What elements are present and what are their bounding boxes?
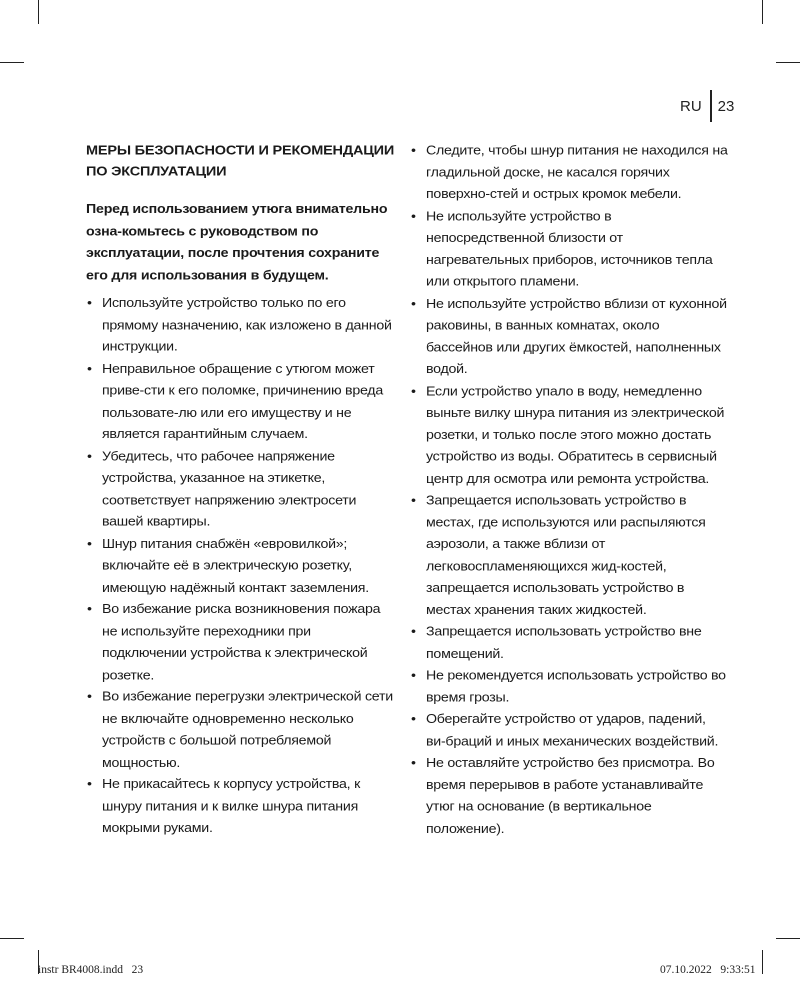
list-item-text: Оберегайте устройство от ударов, падений, ви-браций и иных механических воздействий. (426, 712, 719, 749)
section-title: МЕРЫ БЕЗОПАСНОСТИ И РЕКОМЕНДАЦИИ ПО ЭКСПЛУАТАЦИИ (86, 143, 395, 180)
crop-mark (0, 938, 24, 939)
intro-paragraph: Перед использованием утюга внимательно озна-комьтесь с руководством по эксплуатации, после прочтения сохраните его для использования в будущем. (86, 202, 388, 283)
left-bullet-list (86, 293, 398, 840)
list-item-text: Следите, чтобы шнур питания не находился на гладильной доске, не касался горячих поверхно-стей и острых кромок мебели. (426, 143, 728, 202)
list-item-text: Если устройство упало в воду, немедленно выньте вилку шнура питания из электрической розетки, и только после этого можно достать устройство из воды. Обратитесь в сервисный центр для осмотра или ремонта устройства. (426, 384, 725, 486)
bullet-icon: • (87, 361, 92, 377)
crop-mark (776, 62, 800, 63)
left-column (86, 140, 398, 840)
list-item (86, 774, 398, 840)
footer-datetime: 07.10.2022 9:33:51 (660, 964, 756, 976)
list-item-text: Запрещается использовать устройство вне помещений. (426, 624, 702, 662)
bullet-icon: • (411, 712, 416, 727)
bullet-icon: • (87, 602, 92, 617)
bullet-icon: • (87, 296, 92, 311)
page-number: 23 (717, 97, 735, 115)
bullet-icon: • (411, 209, 416, 224)
crop-mark (762, 0, 763, 24)
list-item (86, 446, 398, 534)
list-item (410, 621, 728, 665)
crop-mark (38, 0, 39, 24)
list-item-text: Во избежание перегрузки электрической сети не включайте одновременно несколько устройств с большой потребляемой мощностью. (102, 690, 393, 770)
bullet-icon: • (411, 493, 416, 508)
list-item-text: Не оставляйте устройство без присмотра. Во время перерывов в работе устанавливайте утюг на основание (в вертикальное положение). (426, 756, 715, 837)
list-item-text: Запрещается использовать устройство в местах, где используются или распыляются аэрозоли, а также вблизи от легковоспламеняющихся жид-костей, запрещается использовать устройство в местах хранения таких жидкостей. (426, 493, 706, 618)
page-header (680, 90, 734, 122)
footer-file-info: instr BR4008.indd 23 (38, 964, 144, 976)
list-item (86, 599, 398, 687)
list-item-text: Не используйте устройство в непосредственной близости от нагревательных приборов, источников тепла или открытого пламени. (426, 209, 713, 290)
bullet-icon: • (411, 143, 416, 158)
bullet-icon: • (411, 756, 416, 771)
bullet-icon: • (87, 536, 92, 552)
list-item (410, 206, 728, 294)
list-item (410, 665, 728, 709)
list-item (86, 533, 398, 599)
right-bullet-list (410, 140, 728, 840)
bullet-icon: • (87, 449, 92, 464)
bullet-icon: • (411, 384, 416, 399)
list-item-text: Убедитесь, что рабочее напряжение устройства, указанное на этикетке, соответствует напряжению электросети вашей квартиры. (102, 449, 357, 530)
list-item-text: Не используйте устройство вблизи от кухонной раковины, в ванных комнатах, около бассейнов или других ёмкостей, наполненных водой. (426, 296, 727, 377)
list-item-text: Не рекомендуется использовать устройство во время грозы. (426, 668, 726, 705)
crop-mark (762, 950, 763, 974)
right-column (410, 140, 728, 840)
list-item (410, 753, 728, 841)
list-item (86, 358, 398, 446)
bullet-icon: • (411, 624, 416, 640)
list-item-text: Во избежание риска возникновения пожара не используйте переходники при подключении устройства к электрической розетке. (102, 602, 381, 683)
header-divider (710, 90, 712, 122)
bullet-icon: • (411, 296, 416, 311)
list-item-text: Шнур питания снабжён «евровилкой»; включайте её в электрическую розетку, имеющую надёжный контакт заземления. (102, 536, 369, 595)
list-item (410, 381, 728, 490)
crop-mark (776, 938, 800, 939)
language-code: RU (680, 97, 702, 115)
list-item (410, 709, 728, 753)
list-item (410, 140, 728, 206)
bullet-icon: • (87, 777, 92, 792)
list-item (86, 293, 398, 359)
list-item (410, 293, 728, 381)
list-item (410, 490, 728, 621)
list-item-text: Используйте устройство только по его прямому назначению, как изложено в данной инструкции. (102, 296, 392, 355)
list-item (86, 686, 398, 774)
list-item-text: Неправильное обращение с утюгом может приве-сти к его поломке, причинению вреда пользовате-лю или его имуществу и не является гарантийным случаем. (102, 361, 383, 442)
list-item-text: Не прикасайтесь к корпусу устройства, к шнуру питания и к вилке шнура питания мокрыми руками. (102, 777, 361, 836)
bullet-icon: • (411, 668, 416, 683)
bullet-icon: • (87, 690, 92, 705)
crop-mark (0, 62, 24, 63)
